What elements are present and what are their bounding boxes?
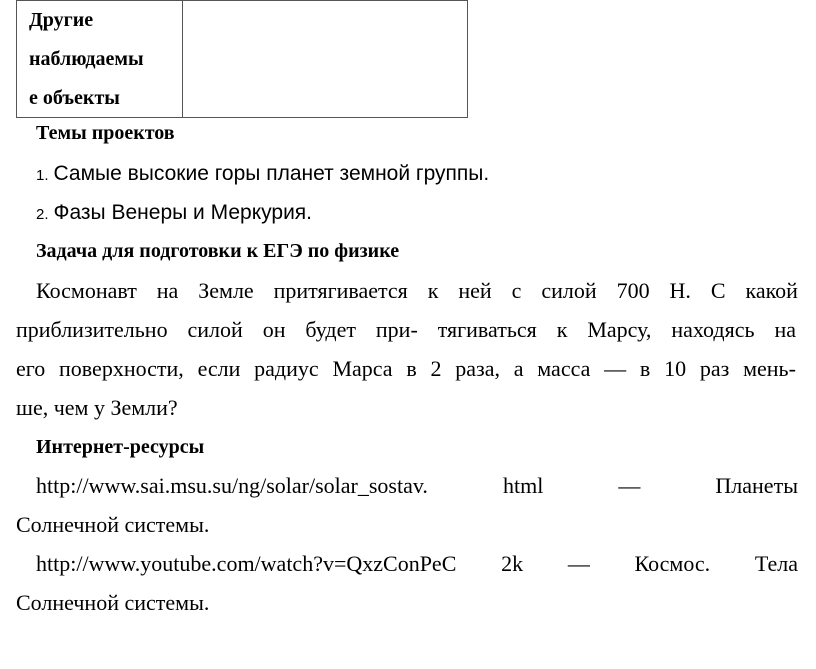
resource-link-2-description: Солнечной системы. xyxy=(16,590,210,615)
word: будет xyxy=(305,317,356,342)
projects-heading: Темы проектов xyxy=(36,122,175,144)
word: 10 xyxy=(664,356,687,381)
project-item-1 xyxy=(36,160,489,190)
project-item-number: 1. xyxy=(36,167,49,184)
word: притягивается xyxy=(273,278,408,303)
task-text-line xyxy=(16,316,796,344)
word: при- xyxy=(375,317,418,342)
word: радиус xyxy=(254,356,319,381)
word: приблизительно xyxy=(16,317,168,342)
word: к xyxy=(427,278,439,303)
observations-value-cell xyxy=(183,1,467,117)
word: ней xyxy=(458,278,492,303)
word: если xyxy=(197,356,241,381)
word: Тела xyxy=(754,551,798,576)
project-item-2 xyxy=(36,199,312,229)
word: — xyxy=(604,356,627,381)
resource-link-2[interactable] xyxy=(36,550,798,578)
word: на xyxy=(156,278,179,303)
label-line: наблюдаемы xyxy=(29,48,144,70)
word: — xyxy=(567,551,590,576)
word: раз xyxy=(699,356,730,381)
word: Н. xyxy=(669,278,691,303)
word: поверхности, xyxy=(59,356,184,381)
resources-heading: Интернет-ресурсы xyxy=(36,436,205,458)
word: а xyxy=(513,356,524,381)
word: какой xyxy=(745,278,798,303)
label-line: е объекты xyxy=(29,87,120,109)
word: раза, xyxy=(455,356,500,381)
word: Земле xyxy=(198,278,254,303)
word: http://www.youtube.com/watch?v=QxzConPeC xyxy=(36,551,457,576)
observations-table xyxy=(16,0,468,118)
word: Планеты xyxy=(715,473,798,498)
word: в xyxy=(639,356,651,381)
word: Марса xyxy=(332,356,393,381)
word: масса xyxy=(537,356,591,381)
word: 2 xyxy=(430,356,442,381)
observations-label-cell xyxy=(17,1,183,117)
word: он xyxy=(262,317,286,342)
resource-link-1[interactable] xyxy=(36,472,798,500)
word: мень- xyxy=(743,356,796,381)
word: 700 xyxy=(616,278,650,303)
word: Марсу, xyxy=(587,317,652,342)
word: с xyxy=(511,278,522,303)
project-item-text: Самые высокие горы планет земной группы. xyxy=(53,162,490,185)
project-item-number: 2. xyxy=(36,206,49,223)
word: — xyxy=(618,473,641,498)
word: к xyxy=(556,317,568,342)
resource-link-1-description: Солнечной системы. xyxy=(16,512,210,537)
label-line: Другие xyxy=(29,9,94,31)
word: силой xyxy=(187,317,243,342)
word: Космос. xyxy=(634,551,711,576)
project-item-text: Фазы Венеры и Меркурия. xyxy=(53,201,313,224)
word: в xyxy=(406,356,417,381)
word: его xyxy=(16,356,46,381)
word: тягиваться xyxy=(437,317,537,342)
task-text-line xyxy=(36,277,798,305)
task-text-line xyxy=(16,355,796,383)
word: 2k xyxy=(501,551,524,576)
word: силой xyxy=(541,278,597,303)
word: http://www.sai.msu.su/ng/solar/solar_sostav. xyxy=(36,473,428,498)
word: html xyxy=(502,473,544,498)
task-text-line: ше, чем у Земли? xyxy=(16,395,178,420)
word: Космонавт xyxy=(36,278,137,303)
word: находясь xyxy=(671,317,755,342)
task-heading: Задача для подготовки к ЕГЭ по физике xyxy=(36,240,400,262)
word: на xyxy=(774,317,796,342)
word: С xyxy=(710,278,726,303)
